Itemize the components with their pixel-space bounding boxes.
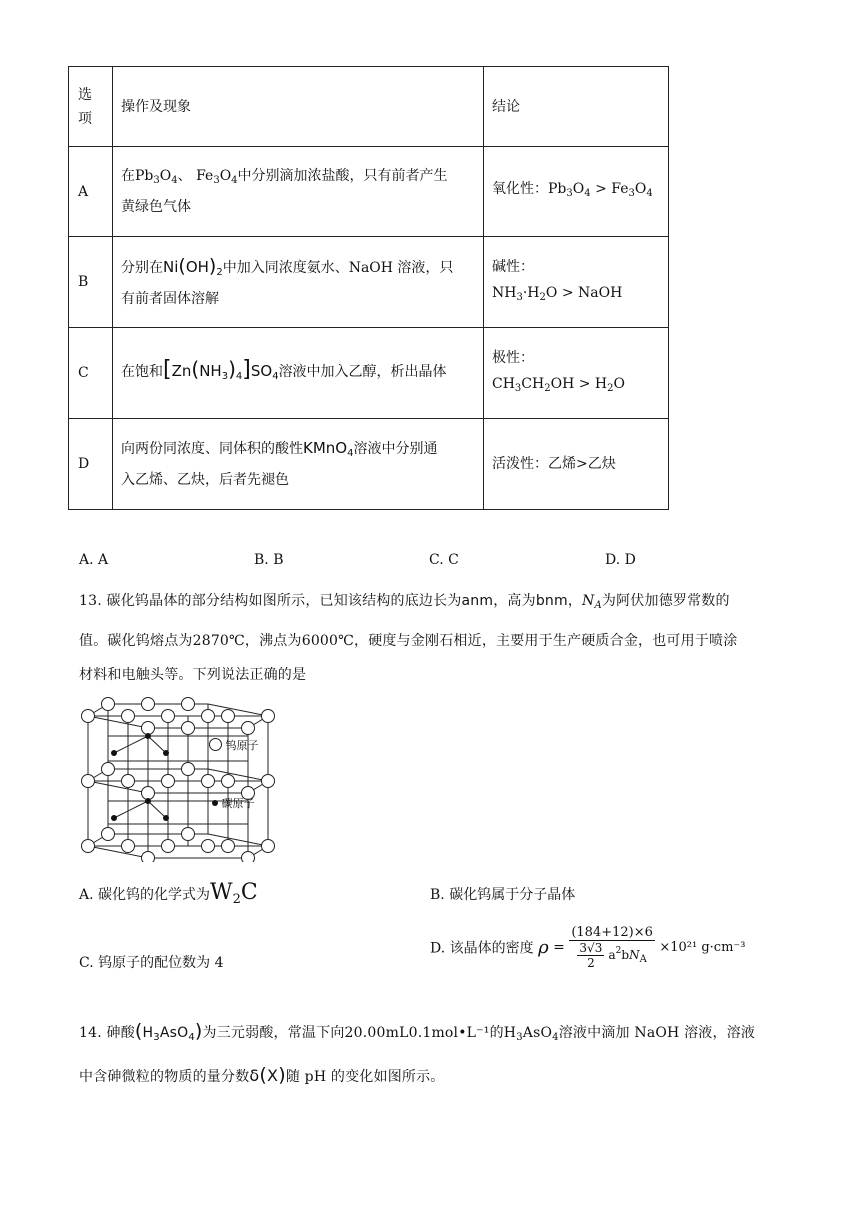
- conc-expr: $CH_3CH_2OH > H_2O$: [492, 375, 625, 394]
- table-row: [69, 237, 669, 328]
- chem-formula: $Ni(OH)_2$: [163, 254, 223, 278]
- row-operation: 向两份同浓度、同体积的酸性KMnO$_4$溶液中分别通 入乙烯、乙炔，后者先褪色: [113, 419, 484, 510]
- chem-formula: $Fe_3O_4$: [191, 168, 238, 186]
- q13-line2: 值。碳化钨熔点为2870℃，沸点为6000℃，硬度与金刚石相近，主要用于生产硬质合金，也可用于喷涂: [79, 633, 738, 649]
- melting-point: 2870℃: [192, 633, 245, 649]
- header-operation: 操作及现象: [113, 67, 484, 147]
- legend-tungsten: 钨原子: [209, 737, 259, 753]
- chem-formula: KMnO$_4$: [303, 439, 354, 459]
- row-conclusion: 活泼性：乙烯>乙炔: [484, 419, 669, 510]
- row-conclusion: 氧化性：$Pb_3O_4 > Fe_3O_4$: [484, 147, 669, 237]
- header-option: 选项: [69, 67, 113, 147]
- delta-x: δ(X): [249, 1064, 286, 1086]
- q12-choice-a[interactable]: A. A: [79, 552, 109, 568]
- density-tail: ×10²¹ g·cm⁻³: [659, 940, 746, 955]
- q13-choice-a[interactable]: A. 碳化钨的化学式为W2C: [79, 880, 258, 907]
- legend-carbon: 碳原子: [212, 795, 255, 811]
- q12-choice-c[interactable]: C. C: [429, 552, 459, 568]
- q13-line1: 13. 碳化钨晶体的部分结构如图所示，已知该结构的底边长为anm，高为bnm，$N_A$为阿伏加德罗常数的: [79, 593, 730, 611]
- header-conclusion: 结论: [484, 67, 669, 147]
- q14-line2: 中含砷微粒的物质的量分数δ(X)随 pH 的变化如图所示。: [79, 1064, 445, 1086]
- q14-line1: 14. 砷酸$(H_3AsO_4)$为三元弱酸，常温下向20.00mL0.1mol•L⁻¹的$H_3AsO_4$溶液中滴加 NaOH 溶液，溶液: [79, 1020, 756, 1043]
- chem-formula: $[Zn(NH_3)_4]SO_4$: [163, 357, 279, 382]
- row-conclusion: 极性： $CH_3CH_2OH > H_2O$: [484, 328, 669, 419]
- q12-table: [68, 66, 669, 510]
- q13-choice-d[interactable]: D. 该晶体的密度 ρ = (184+12)×6 $\frac{3√3}{2}$ $a^2bN_A$ ×10²¹ g·cm⁻³: [430, 925, 746, 970]
- boiling-point: 6000℃: [301, 633, 355, 649]
- table-row: [69, 328, 669, 419]
- row-operation: 在饱和$[Zn(NH_3)_4]SO_4$溶液中加入乙醇，析出晶体: [113, 328, 484, 419]
- row-option: D: [69, 419, 113, 510]
- conc-expr: $Pb_3O_4 > Fe_3O_4$: [548, 181, 653, 199]
- q13-choice-c[interactable]: C. 钨原子的配位数为 4: [79, 955, 224, 971]
- row-option: A: [69, 147, 113, 237]
- density-fraction: (184+12)×6 $\frac{3√3}{2}$ $a^2bN_A$: [571, 925, 653, 970]
- chem-formula: $Pb_3O_4$: [135, 168, 178, 186]
- open-circle-icon: [209, 738, 222, 751]
- conc-expr: $NH_3\cdot H_2O$ > NaOH: [492, 284, 623, 303]
- var-a: anm: [461, 593, 494, 609]
- filled-dot-icon: [212, 800, 218, 806]
- row-operation: 在$Pb_3O_4$、 $Fe_3O_4$中分别滴加浓盐酸，只有前者产生 黄绿色气体: [113, 147, 484, 237]
- row-conclusion: 碱性： $NH_3\cdot H_2O$ > NaOH: [484, 237, 669, 328]
- var-b: bnm: [535, 593, 568, 609]
- q13-line3: 材料和电触头等。下列说法正确的是: [79, 667, 307, 683]
- formula-w2c: W2C: [210, 880, 258, 907]
- var-na: $N_A$: [582, 593, 602, 611]
- table-header-row: [69, 67, 669, 147]
- row-option: C: [69, 328, 113, 419]
- rho-symbol: ρ: [538, 937, 549, 958]
- table-row: [69, 147, 669, 237]
- concentration: 20.00mL0.1mol•L⁻¹: [344, 1025, 490, 1041]
- chem-acid-2: $H_3AsO_4$: [503, 1025, 559, 1043]
- q13-choice-b[interactable]: B. 碳化钨属于分子晶体: [430, 887, 576, 903]
- q12-choice-b[interactable]: B. B: [254, 552, 284, 568]
- table-row: [69, 419, 669, 510]
- row-option: B: [69, 237, 113, 328]
- row-operation: 分别在$Ni(OH)_2$中加入同浓度氨水、NaOH 溶液，只 有前者固体溶解: [113, 237, 484, 328]
- chem-acid: $(H_3AsO_4)$: [134, 1020, 203, 1043]
- q12-choice-d[interactable]: D. D: [605, 552, 636, 568]
- crystal-structure-figure: [78, 696, 278, 862]
- den-vars: $a^2bN_A$: [608, 946, 647, 965]
